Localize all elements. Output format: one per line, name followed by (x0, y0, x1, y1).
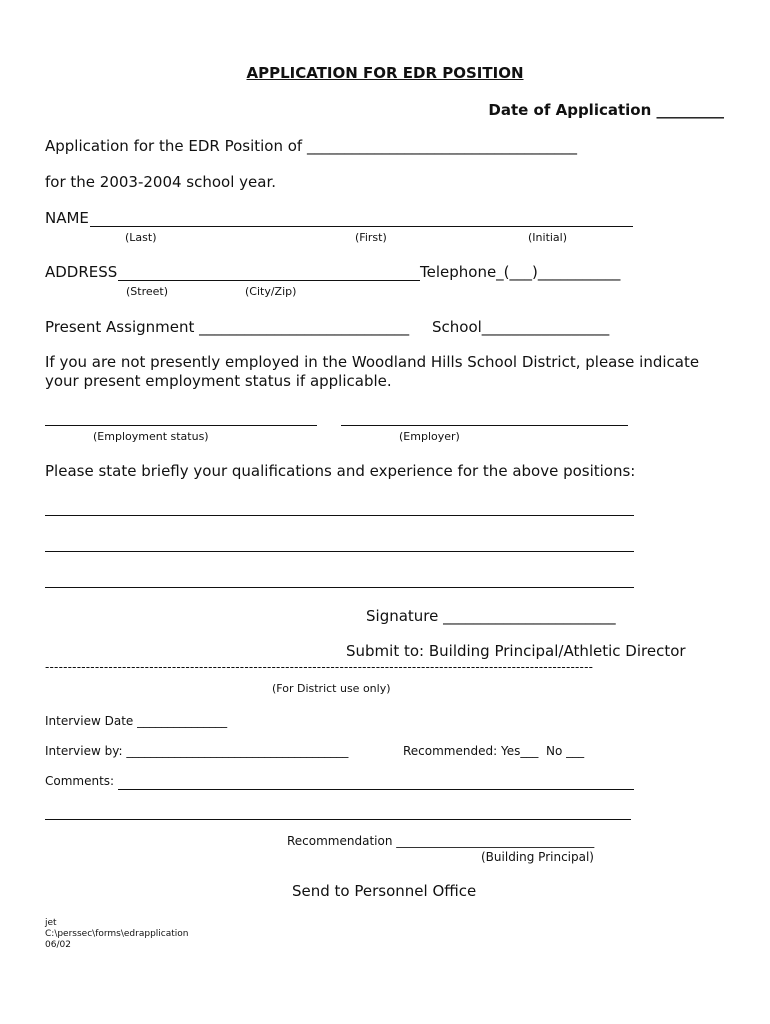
interview-by-field: Interview by: _____________________________________ (45, 744, 349, 758)
employment-status-caption: (Employment status) (93, 430, 209, 443)
street-caption: (Street) (126, 285, 169, 298)
city-zip-caption: (City/Zip) (245, 285, 297, 298)
school-year-line: for the 2003-2004 school year. (45, 173, 277, 191)
qualifications-line-2[interactable] (45, 551, 634, 552)
school-field: School_________________ (432, 318, 610, 336)
building-principal-caption: (Building Principal) (481, 850, 594, 864)
footer-file-path: C:\perssec\forms\edrapplication (45, 929, 189, 939)
position-line: Application for the EDR Position of ____________________________________ (45, 137, 577, 155)
comments-line-2[interactable] (45, 819, 631, 820)
employer-line[interactable] (341, 425, 628, 426)
telephone-field: Telephone_(___)___________ (420, 263, 621, 281)
comments-line-1[interactable] (118, 789, 634, 790)
qualifications-line-1[interactable] (45, 515, 634, 516)
district-use-caption: (For District use only) (272, 682, 391, 695)
footer-initials: jet (45, 918, 57, 928)
name-initial-caption: (Initial) (528, 231, 568, 244)
address-field-line[interactable] (118, 280, 420, 281)
comments-label: Comments: (45, 774, 115, 788)
district-divider: ------------------------------------------------------------------------------------------------------------------------- (45, 660, 594, 674)
interview-date-field: Interview Date _______________ (45, 714, 228, 728)
date-of-application: Date of Application _________ (488, 101, 724, 119)
employer-caption: (Employer) (399, 430, 460, 443)
name-label: NAME (45, 209, 89, 227)
employment-instruction-line1: If you are not presently employed in the Woodland Hills School District, please indicate (45, 353, 700, 371)
recommendation-field: Recommendation _________________________________ (287, 834, 595, 848)
present-assignment-field: Present Assignment ____________________________ (45, 318, 410, 336)
employment-instruction-line2: your present employment status if applicable. (45, 372, 392, 390)
name-last-caption: (Last) (125, 231, 157, 244)
footer-date: 06/02 (45, 940, 71, 950)
employment-status-line[interactable] (45, 425, 317, 426)
name-first-caption: (First) (355, 231, 387, 244)
submit-to: Submit to: Building Principal/Athletic Director (346, 642, 686, 660)
address-label: ADDRESS (45, 263, 118, 281)
recommended-field: Recommended: Yes___ No ___ (403, 744, 585, 758)
send-to-personnel: Send to Personnel Office (292, 882, 477, 900)
form-title: APPLICATION FOR EDR POSITION (246, 64, 524, 82)
name-field-line[interactable] (90, 226, 633, 227)
qualifications-prompt: Please state briefly your qualifications and experience for the above positions: (45, 462, 636, 480)
signature-field: Signature _______________________ (366, 607, 616, 625)
qualifications-line-3[interactable] (45, 587, 634, 588)
